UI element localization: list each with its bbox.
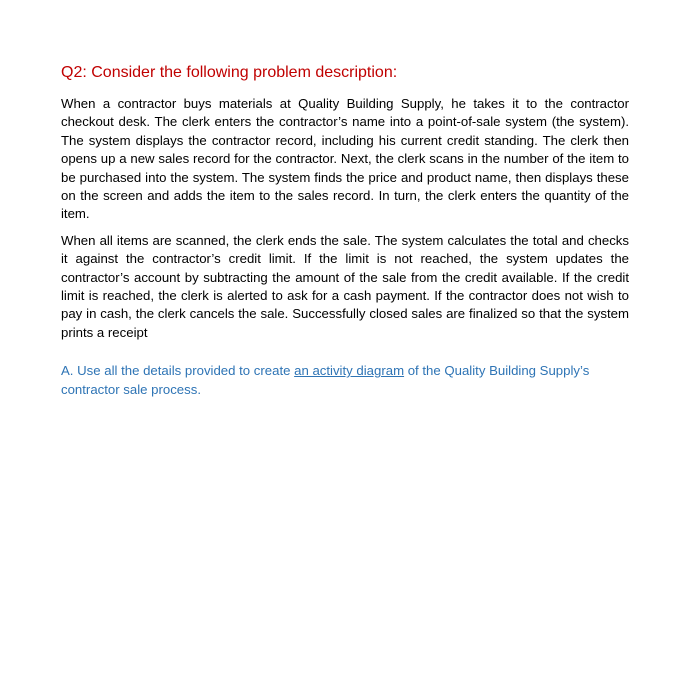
problem-paragraph-2: When all items are scanned, the clerk ends the sale. The system calculates the total and checks it against the contractor’s credit limit. If the limit is not reached, the system updates the contractor’s account by subtracting the amount of the sale from the credit available. If the credit limit is reached, the clerk is alerted to ask for a cash payment. If the contractor does not wish to pay in cash, the clerk cancels the sale. Successfully closed sales are finalized so that the system prints a receipt [61,232,629,340]
task-prefix: A. Use all the details provided to create [61,363,295,379]
document-page [61,62,629,399]
problem-paragraph-1: When a contractor buys materials at Quality Building Supply, he takes it to the contractor checkout desk. The clerk enters the contractor’s name into a point-of-sale system (the system). The system displays the contractor record, including his current credit standing. The clerk then opens up a new sales record for the contractor. Next, the clerk scans in the number of the item to be purchased into the system. The system finds the price and product name, then displays these on the screen and adds the item to the sales record. In turn, the clerk enters the quantity of the item. [61,96,629,222]
question-heading: Q2: Consider the following problem description: [61,64,398,81]
activity-diagram-link[interactable]: an activity diagram [294,363,405,379]
task-instruction [61,362,629,399]
task-suffix: of the Quality Building Supply’s contractor sale process. [61,363,590,397]
